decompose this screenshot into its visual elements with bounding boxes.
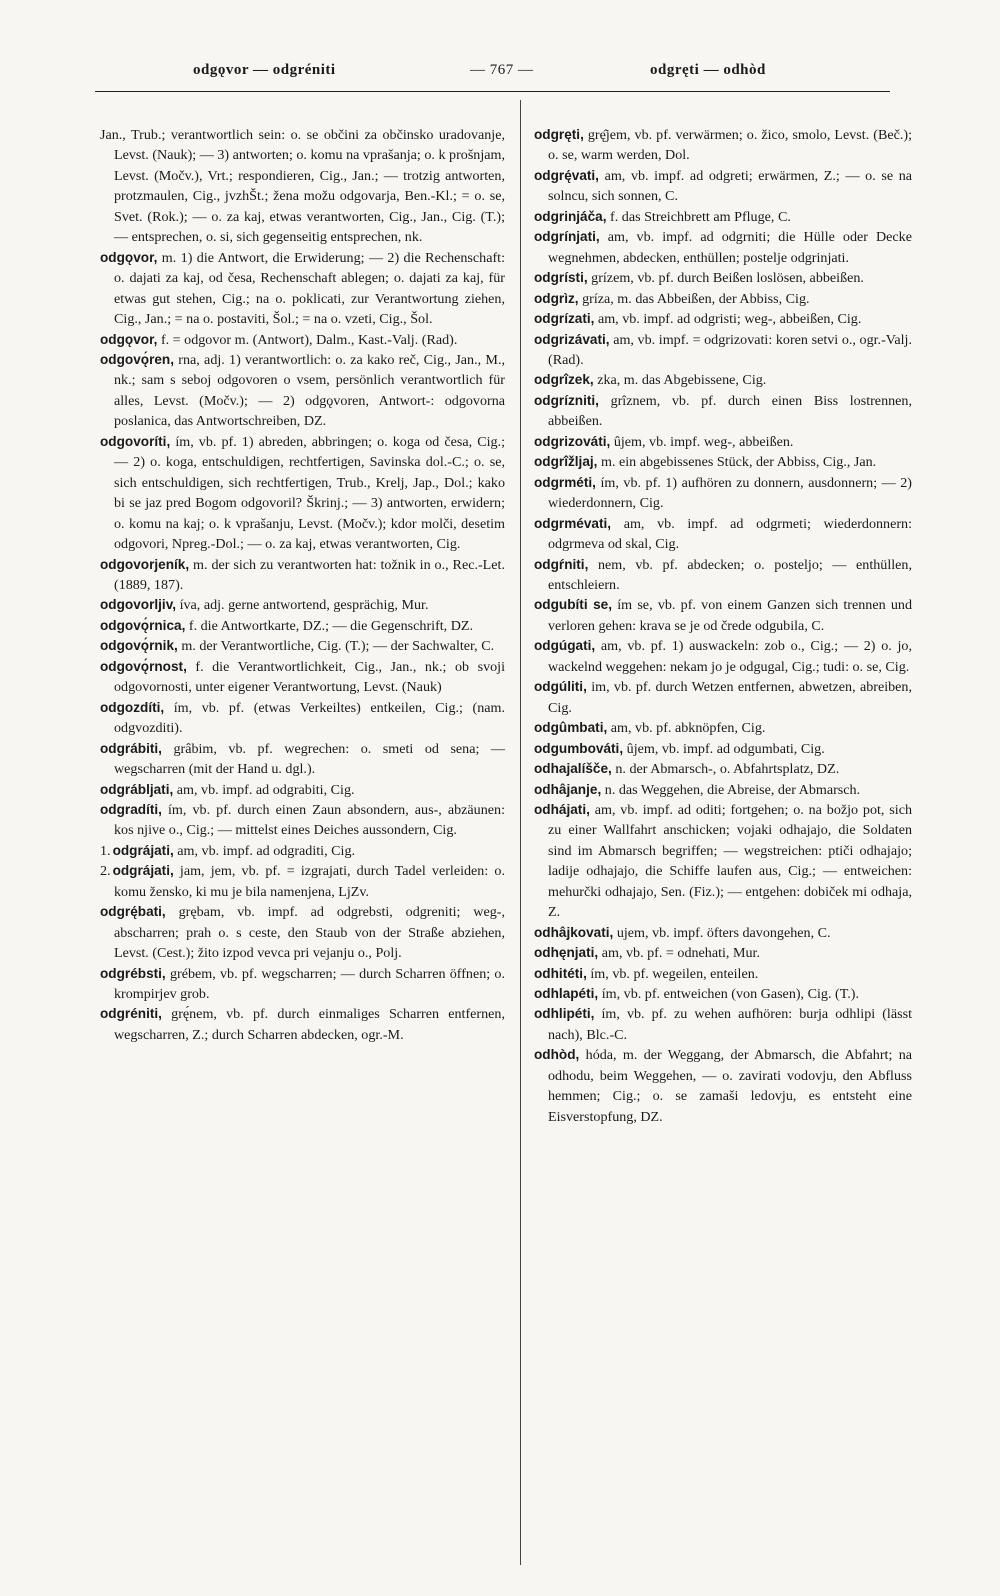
entry-headword: odhâjanje, xyxy=(534,781,602,797)
entry-headword: odhâjkovati, xyxy=(534,924,614,940)
entry-headword: odgrinjáča, xyxy=(534,208,607,224)
header-guidewords-right: odgręti — odhòd xyxy=(650,62,766,78)
dictionary-entry xyxy=(534,514,912,555)
dictionary-entry xyxy=(534,370,912,390)
entry-definition: am, vb. pf. = odnehati, Mur. xyxy=(601,945,760,962)
entry-definition: grę́nem, vb. pf. durch einmaliges Scharren entfernen, wegscharren, Z.; durch Scharren abdecken, ogr.-M. xyxy=(114,1006,505,1043)
homonym-number: 1. xyxy=(100,842,111,859)
entry-headword: odgúliti, xyxy=(534,679,587,695)
entry-headword: odgŕniti, xyxy=(534,556,589,572)
dictionary-entry xyxy=(534,984,912,1004)
entry-headword: odhajalíšče, xyxy=(534,761,612,777)
entry-headword: odgrábiti, xyxy=(100,740,162,756)
dictionary-entry xyxy=(534,309,912,329)
entry-headword: odgrę́bati, xyxy=(100,904,166,920)
dictionary-entry xyxy=(100,902,505,963)
header-rule xyxy=(95,91,890,92)
entry-headword: odhlipéti, xyxy=(534,1006,595,1022)
entry-definition: gríza, m. das Abbeißen, der Abbiss, Cig. xyxy=(582,290,810,307)
entry-headword: odhlapéti, xyxy=(534,986,599,1002)
running-header xyxy=(95,62,890,86)
entry-definition: grébem, vb. pf. wegscharren; — durch Scharren öffnen; o. krompirjev grob. xyxy=(114,965,505,1003)
dictionary-entry xyxy=(534,780,912,800)
entry-headword: odhájati, xyxy=(534,801,590,817)
entry-definition: ím, vb. pf. entweichen (von Gasen), Cig. (T.). xyxy=(601,986,860,1003)
dictionary-entry xyxy=(534,452,912,472)
entry-headword: odgrîžljaj, xyxy=(534,454,598,470)
entry-definition: n. der Abmarsch-, o. Abfahrtsplatz, DZ. xyxy=(615,761,840,778)
dictionary-entry xyxy=(534,268,912,288)
entry-definition: am, vb. impf. ad odgristi; weg-, abbeißen, Cig. xyxy=(597,311,862,328)
dictionary-entry xyxy=(534,595,912,636)
dictionary-entry xyxy=(534,923,912,943)
dictionary-entry xyxy=(100,555,505,596)
dictionary-entry xyxy=(534,166,912,207)
entry-headword: odgumbováti, xyxy=(534,740,624,756)
entry-headword: odgrmévati, xyxy=(534,515,612,531)
entry-headword: odgrájati, xyxy=(112,842,174,858)
entry-definition: ûjem, vb. impf. weg-, abbeißen. xyxy=(613,433,794,450)
right-column xyxy=(534,125,912,1127)
entry-definition: ím, vb. pf. 1) abreden, abbringen; o. koga od česa, Cig.; — 2) o. koga, entschuldigen, rechtfertigen, Savinska dol.-C.; o. se, sich entschuldigen, sich rechtfertigen, Trub., Krelj, Jap., Dol.; kako bi se jaz pred Bogom odgovoril? Škrinj.; — 3) antworten, erwidern; o. komu na kaj; o. k vprašanju, Levst. (Močv.); kdor molči, desetim odgovori, Npreg.-Dol.; — o. za kaj, etwas verantworten, Cig. xyxy=(114,433,505,553)
dictionary-entry xyxy=(534,636,912,677)
entry-headword: odhęnjati, xyxy=(534,945,599,961)
entry-headword: odgrísti, xyxy=(534,270,588,286)
dictionary-entry xyxy=(534,330,912,371)
entry-headword: odgrméti, xyxy=(534,474,596,490)
entry-headword: odgrìz, xyxy=(534,290,579,306)
entry-definition: grîznem, vb. pf. durch einen Biss lostrennen, abbeißen. xyxy=(548,392,912,430)
entry-definition: am, vb. pf. abknöpfen, Cig. xyxy=(610,720,766,737)
entry-definition: im, vb. pf. durch Wetzen entfernen, abwetzen, abreiben, Cig. xyxy=(548,679,912,716)
entry-definition: ûjem, vb. impf. ad odgumbati, Cig. xyxy=(626,740,825,757)
entry-headword: odgǫvor, xyxy=(100,249,158,265)
entry-headword: odgubíti se, xyxy=(534,597,612,613)
entry-definition: m. der sich zu verantworten hat: tožnik in o., Rec.-Let. (1889, 187). xyxy=(114,556,505,593)
dictionary-entry xyxy=(534,677,912,718)
entry-definition: am, vb. impf. ad odgraditi, Cig. xyxy=(177,842,356,859)
dictionary-entry xyxy=(100,841,505,861)
entry-headword: odgovǫ́rnost, xyxy=(100,658,187,674)
dictionary-entry xyxy=(534,1045,912,1127)
entry-headword: odgradíti, xyxy=(100,801,162,817)
entry-headword: odgovorjeník, xyxy=(100,556,190,572)
entry-headword: odgrîzek, xyxy=(534,372,594,388)
entry-definition: íva, adj. gerne antwortend, gesprächig, Mur. xyxy=(179,597,429,614)
entry-definition: nem, vb. pf. abdecken; o. posteljo; — enthüllen, entschleiern. xyxy=(548,556,913,593)
dictionary-entry xyxy=(100,698,505,739)
dictionary-entry xyxy=(534,289,912,309)
entry-definition: grę̂jem, vb. pf. verwärmen; o. žico, smolo, Levst. (Beč.); o. se, warm werden, Dol. xyxy=(548,127,912,164)
entry-headword: odgrę́vati, xyxy=(534,167,599,183)
dictionary-entry xyxy=(100,861,505,902)
entry-definition: grębam, vb. impf. ad odgrebsti, odgreniti; weg-, abscharren; prah o. s ceste, den Staub von der Straße abziehen, Levst. (Cest.); žito izpod vevca pri vejanju o., Polj. xyxy=(114,904,505,962)
entry-definition: am, vb. impf. ad oditi; fortgehen; o. na božjo pot, sich zu einer Wallfahrt anschicken; vojaki odhajajo, die Soldaten sind im Abmarsch begriffen; — wegstreichen: ptiči odhajajo; ladije odhajajo, die Schiffe laufen aus, Cig.; — entweichen: mehurčki odhajajo, Sen. (Fiz.); — entgehen: dobiček mi odhaja, Z. xyxy=(548,801,912,921)
entry-definition: m. 1) die Antwort, die Erwiderung; — 2) die Rechenschaft: o. dajati za kaj, od česa, Rechenschaft ablegen; o. dajati za kaj, für etwas gut stehen, Cig.; na o. poklicati, zur Verantwortung ziehen, Cig., Jan.; = na o. postaviti, Šol.; = na o. vzeti, Cig., Šol. xyxy=(114,249,505,328)
entry-definition: am, vb. impf. = odgrizovati: koren setvi o., ogr.-Valj. (Rad). xyxy=(548,331,912,368)
entry-headword: odgovorljiv, xyxy=(100,597,177,613)
homonym-number: 2. xyxy=(100,863,111,880)
entry-definition: n. das Weggehen, die Abreise, der Abmarsch. xyxy=(604,781,861,798)
entry-headword: odgręti, xyxy=(534,127,584,142)
entry-headword: odgovǫ́ren, xyxy=(100,351,175,367)
dictionary-entry xyxy=(534,759,912,779)
dictionary-entry xyxy=(534,943,912,963)
entry-definition: ím, vb. pf. (etwas Verkeiltes) entkeilen, Cig.; (nam. odgvozditi). xyxy=(114,699,505,737)
entry-definition: ím, vb. pf. durch einen Zaun absondern, aus-, abzäunen: kos njive o., Cig.; — mittelst eines Deiches aussondern, Cig. xyxy=(114,801,505,839)
dictionary-entry xyxy=(534,391,912,432)
entry-definition: m. der Verantwortliche, Cig. (T.); — der Sachwalter, C. xyxy=(181,638,495,655)
entry-headword: odgozdíti, xyxy=(100,699,165,715)
entry-headword: odgovǫ́rnica, xyxy=(100,617,186,633)
entry-headword: odgrizávati, xyxy=(534,331,610,347)
dictionary-entry xyxy=(534,964,912,984)
entry-headword: odgréniti, xyxy=(100,1006,162,1022)
dictionary-entry xyxy=(100,739,505,780)
entry-definition: ím, vb. pf. 1) aufhören zu donnern, ausdonnern; — 2) wiederdonnern, Cig. xyxy=(548,474,912,512)
entry-definition: grízem, vb. pf. durch Beißen loslösen, abbeißen. xyxy=(591,270,864,287)
dictionary-entry xyxy=(534,473,912,514)
entry-definition: ujem, vb. impf. öfters davongehen, C. xyxy=(616,924,831,941)
entry-headword: odgrábljati, xyxy=(100,781,174,797)
entry-definition: am, vb. impf. ad odgrniti; die Hülle oder Decke wegnehmen, abdecken, enthüllen; postelje odgrinjati. xyxy=(548,229,912,266)
entry-definition: rna, adj. 1) verantwortlich: o. za kako reč, Cig., Jan., M., nk.; sam s seboj odgovoren o vsem, persönlich verantwortlich für alles, Levst. (Močv.); — 2) odgǫvoren, Antwort-: odgovorna poslanica, das Antwortschreiben, DZ. xyxy=(114,351,505,430)
dictionary-entry xyxy=(100,616,505,636)
dictionary-entry xyxy=(534,227,912,268)
dictionary-entry xyxy=(100,964,505,1005)
entry-definition: f. die Verantwortlichkeit, Cig., Jan., nk.; ob svoji odgovornosti, unter eigener Verantwortung, Levst. (Nauk) xyxy=(114,658,505,696)
entry-headword: odgovoríti, xyxy=(100,433,171,449)
entry-definition: grâbim, vb. pf. wegrechen: o. smeti od sena; — wegscharren (mit der Hand u. dgl.). xyxy=(114,740,505,778)
dictionary-entry xyxy=(100,595,505,615)
dictionary-entry xyxy=(534,718,912,738)
dictionary-entry xyxy=(534,739,912,759)
entry-definition: hóda, m. der Weggang, der Abmarsch, die Abfahrt; na odhodu, beim Weggehen, — o. zavirati vodovju, den Abfluss hemmen; Cig.; o. se zamaši ledovju, es entsteht eine Eisverstopfung, DZ. xyxy=(548,1047,912,1125)
entry-definition: am, vb. pf. 1) auswackeln: zob o., Cig.; — 2) o. jo, wackelnd weggehen: nekam jo je odgugal, Cig.; tudi: o. se, Cig. xyxy=(548,638,912,675)
entry-headword: odgrébsti, xyxy=(100,965,166,981)
entry-definition: am, vb. impf. ad odgreti; erwärmen, Z.; — o. se na solncu, sich sonnen, C. xyxy=(548,167,912,205)
page-number: — 767 — xyxy=(470,62,534,78)
entry-definition: ím, vb. pf. wegeilen, enteilen. xyxy=(590,965,759,982)
dictionary-entry xyxy=(100,432,505,555)
entry-definition: m. ein abgebissenes Stück, der Abbiss, Cig., Jan. xyxy=(600,454,877,471)
dictionary-entry xyxy=(534,800,912,923)
entry-definition: ím, vb. pf. zu wehen aufhören: burja odhlipi (lässt nach), Blc.-C. xyxy=(548,1006,912,1043)
entry-definition: f. = odgovor m. (Antwort), Dalm., Kast.-Valj. (Rad). xyxy=(160,331,458,348)
entry-headword: odgrájati, xyxy=(112,863,174,879)
entry-headword: odgúgati, xyxy=(534,638,596,654)
dictionary-entry xyxy=(100,248,505,330)
entry-headword: odgûmbati, xyxy=(534,720,608,736)
entry-headword: odhitéti, xyxy=(534,965,587,981)
entry-definition: am, vb. impf. ad odgrabiti, Cig. xyxy=(176,781,355,798)
dictionary-entry xyxy=(100,350,505,432)
entry-definition: ím se, vb. pf. von einem Ganzen sich trennen und verloren gehen: krava se je od črede odgubila, C. xyxy=(548,597,912,634)
entry-definition: f. die Antwortkarte, DZ.; — die Gegenschrift, DZ. xyxy=(188,617,474,634)
left-column xyxy=(100,125,505,1045)
dictionary-entry xyxy=(534,432,912,452)
entry-definition: f. das Streichbrett am Pfluge, C. xyxy=(610,208,791,225)
dictionary-entry xyxy=(100,636,505,656)
entry-definition: jam, jem, vb. pf. = izgrajati, durch Tadel verleiden: o. komu žensko, ki mu je bila namenjena, LjZv. xyxy=(114,863,505,900)
dictionary-entry xyxy=(534,125,912,166)
dictionary-entry xyxy=(100,330,505,350)
entry-definition: Jan., Trub.; verantwortlich sein: o. se občini za občinsko uradovanje, Levst. (Nauk); — 3) antworten; o. komu na vprašanja; o. k prošnjam, Levst. (Močv.), Vrt.; respondieren, Cig., Jan.; — trotzig antworten, protzmaulen, Cig., jvzhŠt.; žena možu odgovarja, Ben.-Kl.; = o. se, Svet. (Rok.); — o. za kaj, etwas verantworten, Cig., Jan., Cig. (T.); — entsprechen, o. si, sich gegenseitig entsprechen, nk. xyxy=(100,127,506,246)
dictionary-entry xyxy=(534,555,912,596)
header-guidewords-left: odgǫvor — odgréniti xyxy=(193,62,336,78)
entry-headword: odhòd, xyxy=(534,1047,580,1063)
dictionary-entry xyxy=(100,1004,505,1045)
entry-headword: odgovǫ́rnik, xyxy=(100,638,178,654)
dictionary-entry xyxy=(100,125,505,248)
entry-definition: am, vb. impf. ad odgrmeti; wiederdonnern: odgrmeva od skal, Cig. xyxy=(548,515,912,553)
entry-headword: odgrizováti, xyxy=(534,433,611,449)
entry-headword: odgrízati, xyxy=(534,311,595,327)
entry-headword: odgǫvor, xyxy=(100,331,158,347)
dictionary-entry xyxy=(100,800,505,841)
entry-definition: zka, m. das Abgebissene, Cig. xyxy=(597,372,767,389)
dictionary-entry xyxy=(534,1004,912,1045)
dictionary-entry xyxy=(534,207,912,227)
dictionary-entry xyxy=(100,780,505,800)
entry-headword: odgrínjati, xyxy=(534,229,600,245)
entry-headword: odgrízniti, xyxy=(534,392,599,408)
column-divider xyxy=(520,100,521,1565)
dictionary-entry xyxy=(100,657,505,698)
